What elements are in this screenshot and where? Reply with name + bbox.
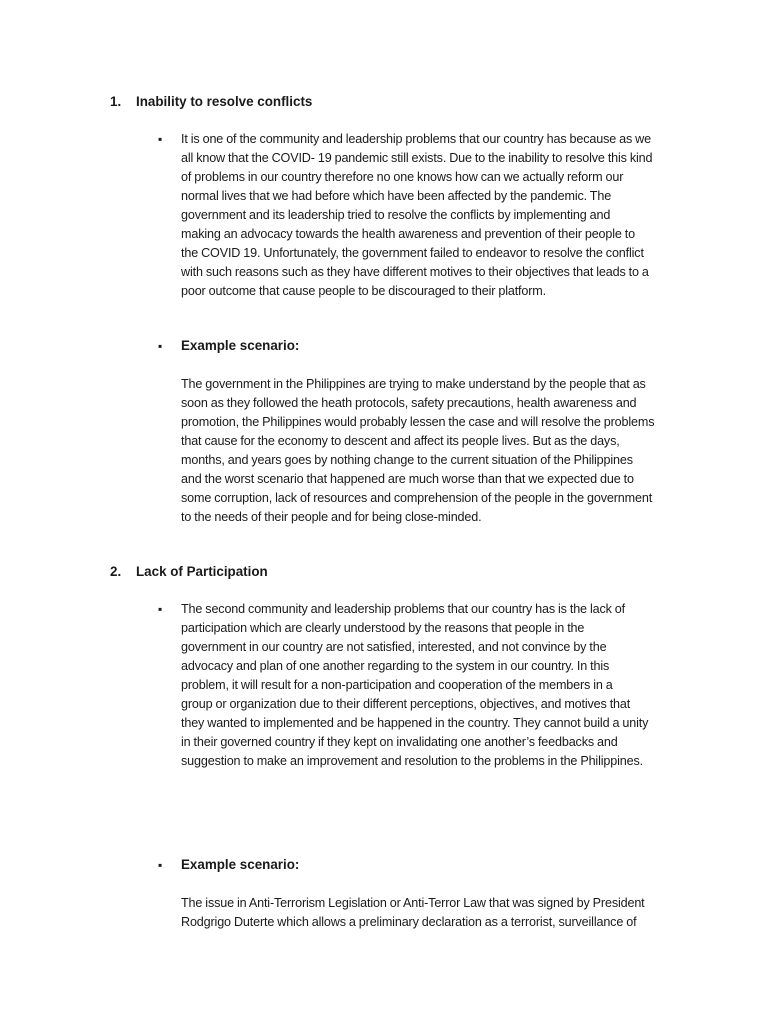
- text-line: government and its leadership tried to resolve the conflicts by implementing and: [181, 208, 611, 222]
- bullet-marker: ▪: [158, 132, 163, 146]
- text-line: normal lives that we had before which have been affected by the pandemic. The: [181, 189, 612, 203]
- text-line: the COVID 19. Unfortunately, the government failed to endeavor to resolve the conflict: [181, 246, 644, 260]
- text-line: It is one of the community and leadership problems that our country has because as we: [181, 132, 651, 146]
- text-line: poor outcome that cause people to be discouraged to their platform.: [181, 284, 546, 298]
- text-line: group or organization due to their different perceptions, objectives, and motives that: [181, 697, 631, 711]
- section-2-body: [181, 600, 681, 771]
- example-scenario-label: Example scenario:: [181, 857, 300, 872]
- text-line: promotion, the Philippines would probably lessen the case and will resolve the problems: [181, 415, 655, 429]
- text-line: all know that the COVID- 19 pandemic still exists. Due to the inability to resolve this kind: [181, 151, 653, 165]
- text-line: The government in the Philippines are trying to make understand by the people that as: [181, 377, 646, 391]
- text-line: and the worst scenario that happened are much worse than that we expected due to: [181, 472, 634, 486]
- section-heading-1: [110, 93, 312, 111]
- text-line: problem, it will result for a non-participation and cooperation of the members in a: [181, 678, 613, 692]
- text-line: The issue in Anti-Terrorism Legislation or Anti-Terror Law that was signed by President: [181, 896, 645, 910]
- section-title: Inability to resolve conflicts: [136, 94, 313, 109]
- section-2-example: [181, 894, 681, 932]
- text-line: government in our country are not satisfied, interested, and not convince by the: [181, 640, 607, 654]
- section-number: 2.: [110, 564, 122, 579]
- text-line: The second community and leadership problems that our country has is the lack of: [181, 602, 626, 616]
- section-1-body: [181, 130, 681, 301]
- bullet-marker: ▪: [158, 339, 163, 353]
- example-scenario-label: Example scenario:: [181, 338, 300, 353]
- section-1-example: [181, 375, 681, 527]
- text-line: Rodgrigo Duterte which allows a preliminary declaration as a terrorist, surveillance of: [181, 915, 637, 929]
- bullet-marker: ▪: [158, 858, 163, 872]
- section-title: Lack of Participation: [136, 564, 268, 579]
- text-line: suggestion to make an improvement and resolution to the problems in the Philippines.: [181, 754, 643, 768]
- text-line: some corruption, lack of resources and comprehension of the people in the government: [181, 491, 653, 505]
- text-line: advocacy and plan of one another regarding to the system in our country. In this: [181, 659, 610, 673]
- text-line: participation which are clearly understood by the reasons that people in the: [181, 621, 585, 635]
- text-line: to the needs of their people and for being close-minded.: [181, 510, 482, 524]
- text-line: of problems in our country therefore no one knows how can we actually reform our: [181, 170, 624, 184]
- section-number: 1.: [110, 94, 122, 109]
- text-line: making an advocacy towards the health awareness and prevention of their people to: [181, 227, 636, 241]
- text-line: soon as they followed the heath protocols, safety precautions, health awareness and: [181, 396, 637, 410]
- text-line: that cause for the economy to descent and affect its people lives. But as the days,: [181, 434, 620, 448]
- text-line: in their governed country if they kept on invalidating one another’s feedbacks and: [181, 735, 618, 749]
- bullet-marker: ▪: [158, 602, 163, 616]
- text-line: months, and years goes by nothing change to the current situation of the Philippines: [181, 453, 633, 467]
- text-line: they wanted to implemented and be happened in the country. They cannot build a unity: [181, 716, 649, 730]
- text-line: with such reasons such as they have different motives to their objectives that leads to a: [181, 265, 649, 279]
- section-heading-2: [110, 563, 268, 581]
